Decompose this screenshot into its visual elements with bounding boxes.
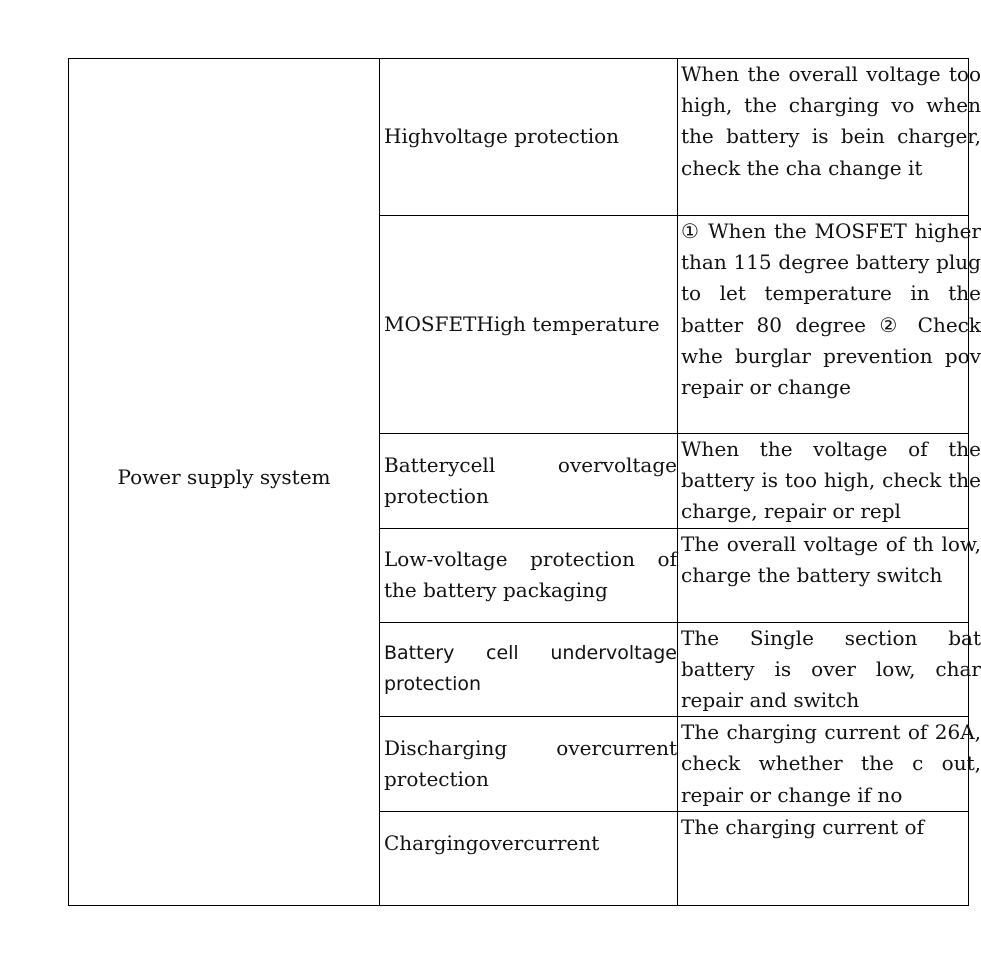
document-table-viewport [68,58,981,855]
fault-name: Discharging overcurrent protection [384,735,677,792]
solution-text: When the voltage of the battery is too high, check the charge, repair or repl [681,437,981,524]
solution-text: The Single section bat battery is over low, char repair and switch [681,625,981,713]
fault-name: Highvoltage protection [384,124,620,149]
fault-cell [380,59,678,216]
fault-cell [380,434,678,529]
fault-cell [380,717,678,812]
fault-cell [380,216,678,434]
solution-cell [678,622,981,717]
solution-text: The charging current of [681,814,924,839]
solution-cell [678,434,981,529]
solution-text: ① When the MOSFET higher than 115 degree battery plug to let temperature in the batter 80 degree ② Check whe burglar prevention pov repair or change [681,219,981,400]
fault-name: MOSFETHigh temperature [384,311,660,336]
table-row [69,59,969,216]
solution-cell [678,528,981,622]
fault-cell [380,622,678,717]
system-cell [69,59,380,906]
fault-name: Battery cell undervoltage protection [384,641,677,696]
solution-text: When the overall voltage too high, the charging vo when the battery is bein charger, check the cha change it [681,62,981,180]
system-label: Power supply system [117,464,331,489]
fault-cell [380,811,678,905]
solution-cell [678,811,969,905]
solution-cell [678,59,981,216]
fault-table [68,58,981,906]
fault-name: Batterycell overvoltage protection [384,452,677,508]
fault-name: Chargingovercurrent [384,830,600,855]
solution-text: The charging current of 26A, check whether the c out, repair or change if no [681,720,981,807]
fault-name: Low-voltage protection of the battery packaging [384,546,677,603]
solution-cell [678,717,981,812]
solution-cell [678,216,981,434]
fault-cell [380,528,678,622]
solution-text: The overall voltage of th low, charge the battery switch [681,531,981,587]
